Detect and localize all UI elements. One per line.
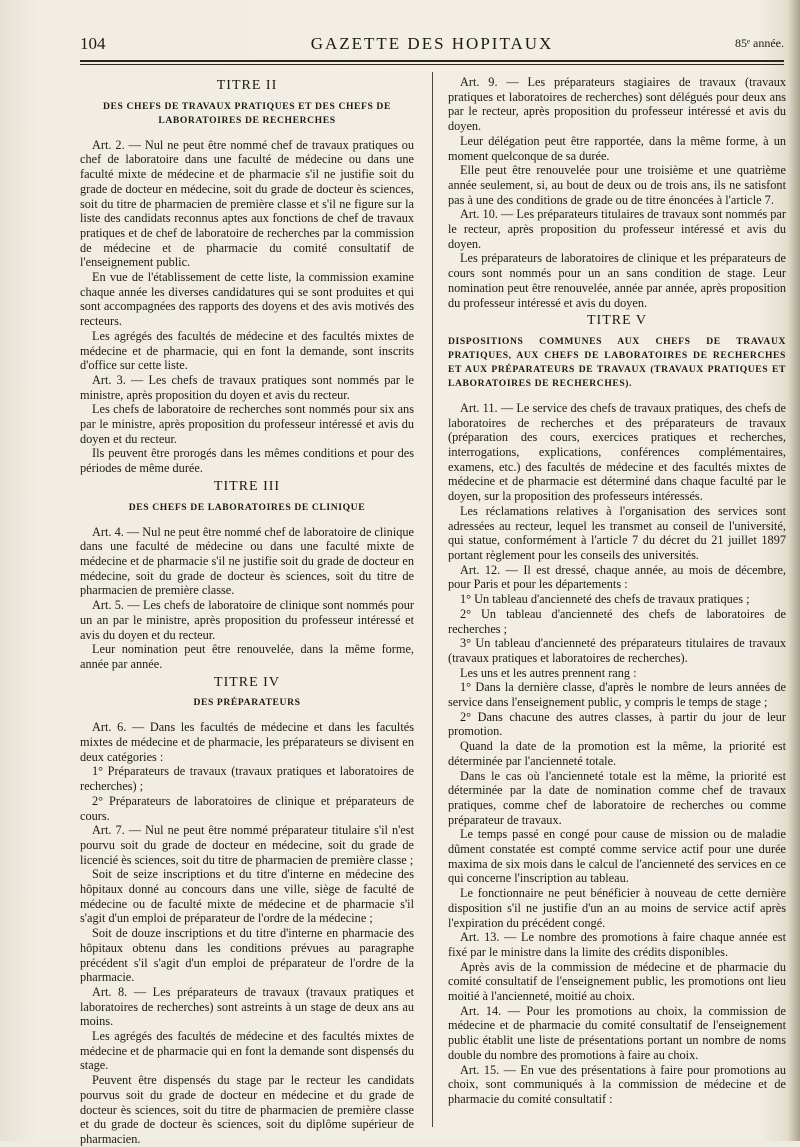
paragraph: 1° Dans la dernière classe, d'après le nombre de leurs années de service dans l'enseignement public, y compris le temps de stage ; [448,680,786,710]
paragraph: 2° Un tableau d'ancienneté des chefs de laboratoires de recherches ; [448,606,786,636]
section-subtitle: DISPOSITIONS COMMUNES AUX CHEFS DE TRAVAUX PRATIQUES, AUX CHEFS DE LABORATOIRES DE RECHERCHES ET AUX PRÉPARATEURS DE TRAVAUX (TRAVAUX PRATIQUES ET LABORATOIRES DE RECHERCHES). [448,335,786,389]
section-title: TITRE IV [214,674,280,690]
right-column [448,75,786,1125]
paragraph: Art. 12. — Il est dressé, chaque année, au mois de décembre, pour Paris et pour les départements : [448,562,786,592]
paragraph: 3° Un tableau d'ancienneté des préparateurs titulaires de travaux (travaux pratiques et laboratoires de recherches). [448,636,786,665]
page-number: 104 [80,34,106,53]
paragraph: Les agrégés des facultés de médecine et des facultés mixtes de médecine et de pharmacie qui en font la demande sont dispensés du stage. [80,1029,414,1073]
header-rule-thin [80,64,784,65]
paragraph: Art. 14. — Pour les promotions au choix, la commission de médecine et de pharmacie du comité consultatif de l'enseignement public établit une liste de présentations portant un nombre de noms double du nombre des promotions à faire au choix. [448,1003,786,1062]
journal-title: GAZETTE DES HOPITAUX [310,34,554,53]
paragraph: 2° Préparateurs de laboratoires de clinique et préparateurs de cours. [80,793,414,823]
paragraph: En vue de l'établissement de cette liste, la commission examine chaque année les diverses candidatures qui se sont produites et qui sont accompagnées des rapports des doyens et des avis motivés des recteurs. [80,270,414,329]
paragraph: Art. 13. — Le nombre des promotions à faire chaque année est fixé par le ministre dans la limite des crédits disponibles. [448,930,786,959]
paragraph: Leur nomination peut être renouvelée, dans la même forme, année par année. [80,642,414,671]
paragraph: Art. 2. — Nul ne peut être nommé chef de travaux pratiques ou chef de laboratoire dans une faculté de médecine ou dans une faculté mixte de médecine et de pharmacie s'il ne justifie soit du grade de docteur en médecine, soit du grade de docteur ès sciences, soit du titre de pharmacien de première classe et s'il ne figure sur la liste des candidats reconnus aptes aux fonctions de chef de travaux pratiques et de chef de laboratoire de recherches par la commission de médecine et de pharmacie du comité consultatif de l'enseignement public. [80,137,414,270]
paragraph: Les préparateurs de laboratoires de clinique et les préparateurs de cours sont nommés pour un an sans condition de stage. Leur nomination peut être renouvelée, année par année, après proposition du professeur intéressé et avis du doyen. [448,251,786,310]
paragraph: Art. 6. — Dans les facultés de médecine et dans les facultés mixtes de médecine et de pharmacie, les préparateurs se divisent en deux catégories : [80,720,414,764]
paragraph: Art. 15. — En vue des présentations à faire pour promotions au choix, sont communiqués à la commission de médecine et de pharmacie du comité consultatif : [448,1062,786,1106]
paragraph: Les réclamations relatives à l'organisation des services sont adressées au recteur, lequel les transmet au conseil de l'université, qui statue, conformément à l'article 7 du décret du 21 juillet 1897 portant règlement pour les conseils des universités. [448,503,786,562]
paragraph: Le temps passé en congé pour cause de mission ou de maladie dûment constatée est compté comme service actif pour une durée maxima de six mois dans le calcul de l'ancienneté des services en ce qui concerne l'inscription au tableau. [448,827,786,886]
paragraph: Art. 7. — Nul ne peut être nommé préparateur titulaire s'il n'est pourvu soit du grade de docteur en médecine, soit du grade de licencié ès sciences, soit du titre de pharmacien de première classe ; [80,823,414,867]
paragraph: Ils peuvent être prorogés dans les mêmes conditions et pour des périodes de même durée. [80,446,414,476]
page-header [80,34,784,58]
header-rule-thick [80,60,784,62]
paragraph: Les uns et les autres prennent rang : [460,665,637,680]
paragraph: Art. 3. — Les chefs de travaux pratiques sont nommés par le ministre, après proposition du doyen et avis du recteur. [80,372,414,402]
paragraph: Art. 8. — Les préparateurs de travaux (travaux pratiques et laboratoires de recherches) sont astreints à un stage de deux ans au moins. [80,984,414,1029]
paragraph: 1° Un tableau d'ancienneté des chefs de travaux pratiques ; [460,592,750,607]
section-subtitle: DES CHEFS DE TRAVAUX PRATIQUES ET DES CHEFS DE LABORATOIRES DE RECHERCHES [103,100,391,126]
paragraph: Les chefs de laboratoire de recherches sont nommés pour six ans par le ministre, après proposition du professeur intéressé et avis du doyen et du recteur. [80,402,414,446]
paragraph: Le fonctionnaire ne peut bénéficier à nouveau de cette dernière disposition s'il ne justifie d'un an au moins de service actif après l'expiration du précédent congé. [448,886,786,930]
column-divider [432,72,433,1127]
paragraph: Art. 9. — Les préparateurs stagiaires de travaux (travaux pratiques et laboratoires de recherches) sont délégués pour deux ans par le recteur, après proposition du professeur intéressé et avis du doyen. [448,75,786,134]
journal-year: 85ᵉ année. [734,36,784,50]
paragraph: Leur délégation peut être rapportée, dans la même forme, à un moment quelconque de sa durée. [448,133,786,163]
section-title: TITRE III [213,478,281,494]
paragraph: 2° Dans chacune des autres classes, à partir du jour de leur promotion. [448,709,786,739]
section-title: TITRE V [586,313,647,329]
paragraph: Elle peut être renouvelée pour une troisième et une quatrième année seulement, si, au bout de deux ou de trois ans, ils ne satisfont pas à une des conditions de grade ou de titre énoncées à l'article 7. [448,163,786,207]
paragraph: 1° Préparateurs de travaux (travaux pratiques et laboratoires de recherches) ; [80,764,414,794]
section-title: TITRE II [216,78,278,93]
paragraph: Peuvent être dispensés du stage par le recteur les candidats pourvus soit du grade de docteur en médecine et du grade de docteur ès sciences, soit du titre de pharmacien de première classe et du grade de docteur ès sciences, soit du diplôme supérieur de pharmacien. [80,1073,414,1146]
paragraph: Après avis de la commission de médecine et de pharmacie du comité consultatif de l'enseignement public, les promotions ont lieu moitié à l'ancienneté, moitié au choix. [448,959,786,1004]
paragraph: Art. 5. — Les chefs de laboratoire de clinique sont nommés pour un an par le ministre, après proposition du professeur intéressé et avis du doyen et du recteur. [80,598,414,642]
paragraph: Soit de seize inscriptions et du titre d'interne en médecine des hôpitaux donné au concours dans une ville, siège de faculté de médecine ou de faculté mixte de médecine et de pharmacie s'il s'agit d'un emploi de préparateur de l'ordre de la médecine ; [80,867,414,926]
paragraph: Art. 10. — Les préparateurs titulaires de travaux sont nommés par le recteur, après proposition du professeur intéressé et avis du doyen. [448,207,786,251]
paragraph: Art. 4. — Nul ne peut être nommé chef de laboratoire de clinique dans une faculté de médecine ou dans une faculté mixte de médecine et de pharmacie s'il ne justifie soit du grade de docteur en médecine, soit du grade de docteur ès sciences, soit du titre de pharmacien de première classe. [80,524,414,598]
paragraph: Art. 11. — Le service des chefs de travaux pratiques, des chefs de laboratoires de recherches et des préparateurs de travaux (préparation des cours, exercices pratiques et recherches, interrogations, explications, conférences complémentaires, examens, etc.) des facultés de médecine et des facultés mixtes de médecine et de pharmacie est déterminé dans chaque faculté par le doyen, sur la proposition des professeurs intéressés. [448,400,786,504]
left-column [80,75,414,1146]
paragraph: Quand la date de la promotion est la même, la priorité est déterminée par l'ancienneté totale. [448,739,786,768]
paragraph: Soit de douze inscriptions et du titre d'interne en pharmacie des hôpitaux obtenu dans les conditions prévues au paragraphe précédent s'il s'agit d'un emploi de préparateur de l'ordre de la pharmacie. [80,926,414,985]
section-subtitle: DES PRÉPARATEURS [193,697,301,709]
paragraph: Les agrégés des facultés de médecine et des facultés mixtes de médecine et de pharmacie, qui en font la demande, sont inscrits d'office sur cette liste. [80,328,414,373]
paragraph: Dans le cas où l'ancienneté totale est la même, la priorité est déterminée par la date de nomination comme chef de travaux pratiques, comme chef de laboratoire de recherches ou comme préparateur de travaux. [448,768,786,827]
section-subtitle: DES CHEFS DE LABORATOIRES DE CLINIQUE [128,501,366,513]
